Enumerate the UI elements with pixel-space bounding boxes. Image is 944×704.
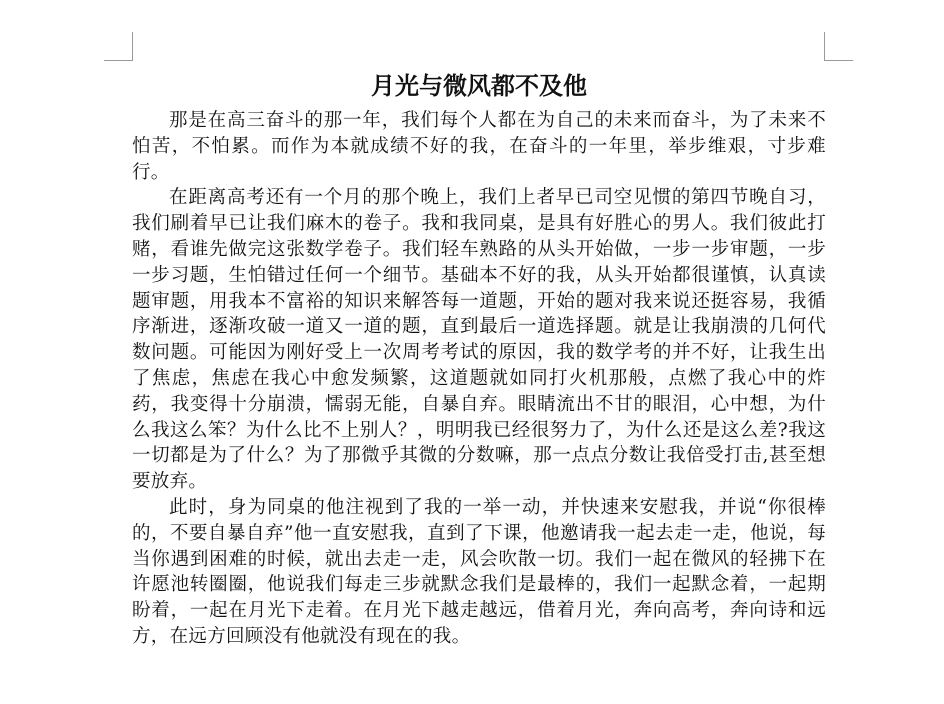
paragraph-3: 此时，身为同桌的他注视到了我的一举一动，并快速来安慰我，并说“你很棒的，不要自暴自弃”他一直安慰我，直到了下课，他邀请我一起去走一走，他说，每当你遇到困难的时候，就出去走一走，风会吹散一切。我们一起在微风的轻拂下在许愿池转圈圈，他说我们每走三步就默念我们是最棒的，我们一起默念着，一起期盼着，一起在月光下走着。在月光下越走越远，借着月光，奔向高考，奔向诗和远方，在远方回顾没有他就没有现在的我。 (132, 496, 826, 647)
paragraph-2: 在距离高考还有一个月的那个晚上，我们上者早已司空见惯的第四节晚自习，我们刷着早已让我们麻木的卷子。我和我同桌，是具有好胜心的男人。我们彼此打赌，看谁先做完这张数学卷子。我们轻车熟路的从头开始做，一步一步审题，一步一步习题，生怕错过任何一个细节。基础本不好的我，从头开始都很谨慎，认真读题审题，用我本不富裕的知识来解答每一道题，开始的题对我来说还挺容易，我循序渐进，逐渐攻破一道又一道的题，直到最后一道选择题。就是让我崩溃的几何代数问题。可能因为刚好受上一次周考考试的原因，我的数学考的并不好，让我生出了焦虑，焦虑在我心中愈发频繁，这道题就如同打火机那般，点燃了我心中的炸药，我变得十分崩溃，懦弱无能，自暴自弃。眼睛流出不甘的眼泪，心中想，为什么我这么笨？为什么比不上别人？，明明我已经很努力了，为什么还是这么差?我这一切都是为了什么？为了那微乎其微的分数嘛，那一点点分数让我倍受打击,甚至想要放弃。 (132, 187, 826, 493)
paragraph-1: 那是在高三奋斗的那一年，我们每个人都在为自己的未来而奋斗，为了未来不怕苦，不怕累。而作为本就成绩不好的我，在奋斗的一年里，举步维艰，寸步难行。 (132, 110, 826, 183)
crop-mark-top-left (104, 32, 133, 61)
document-title: 月光与微风都不及他 (371, 72, 587, 100)
crop-mark-top-right (824, 32, 853, 61)
document-body (132, 66, 826, 650)
